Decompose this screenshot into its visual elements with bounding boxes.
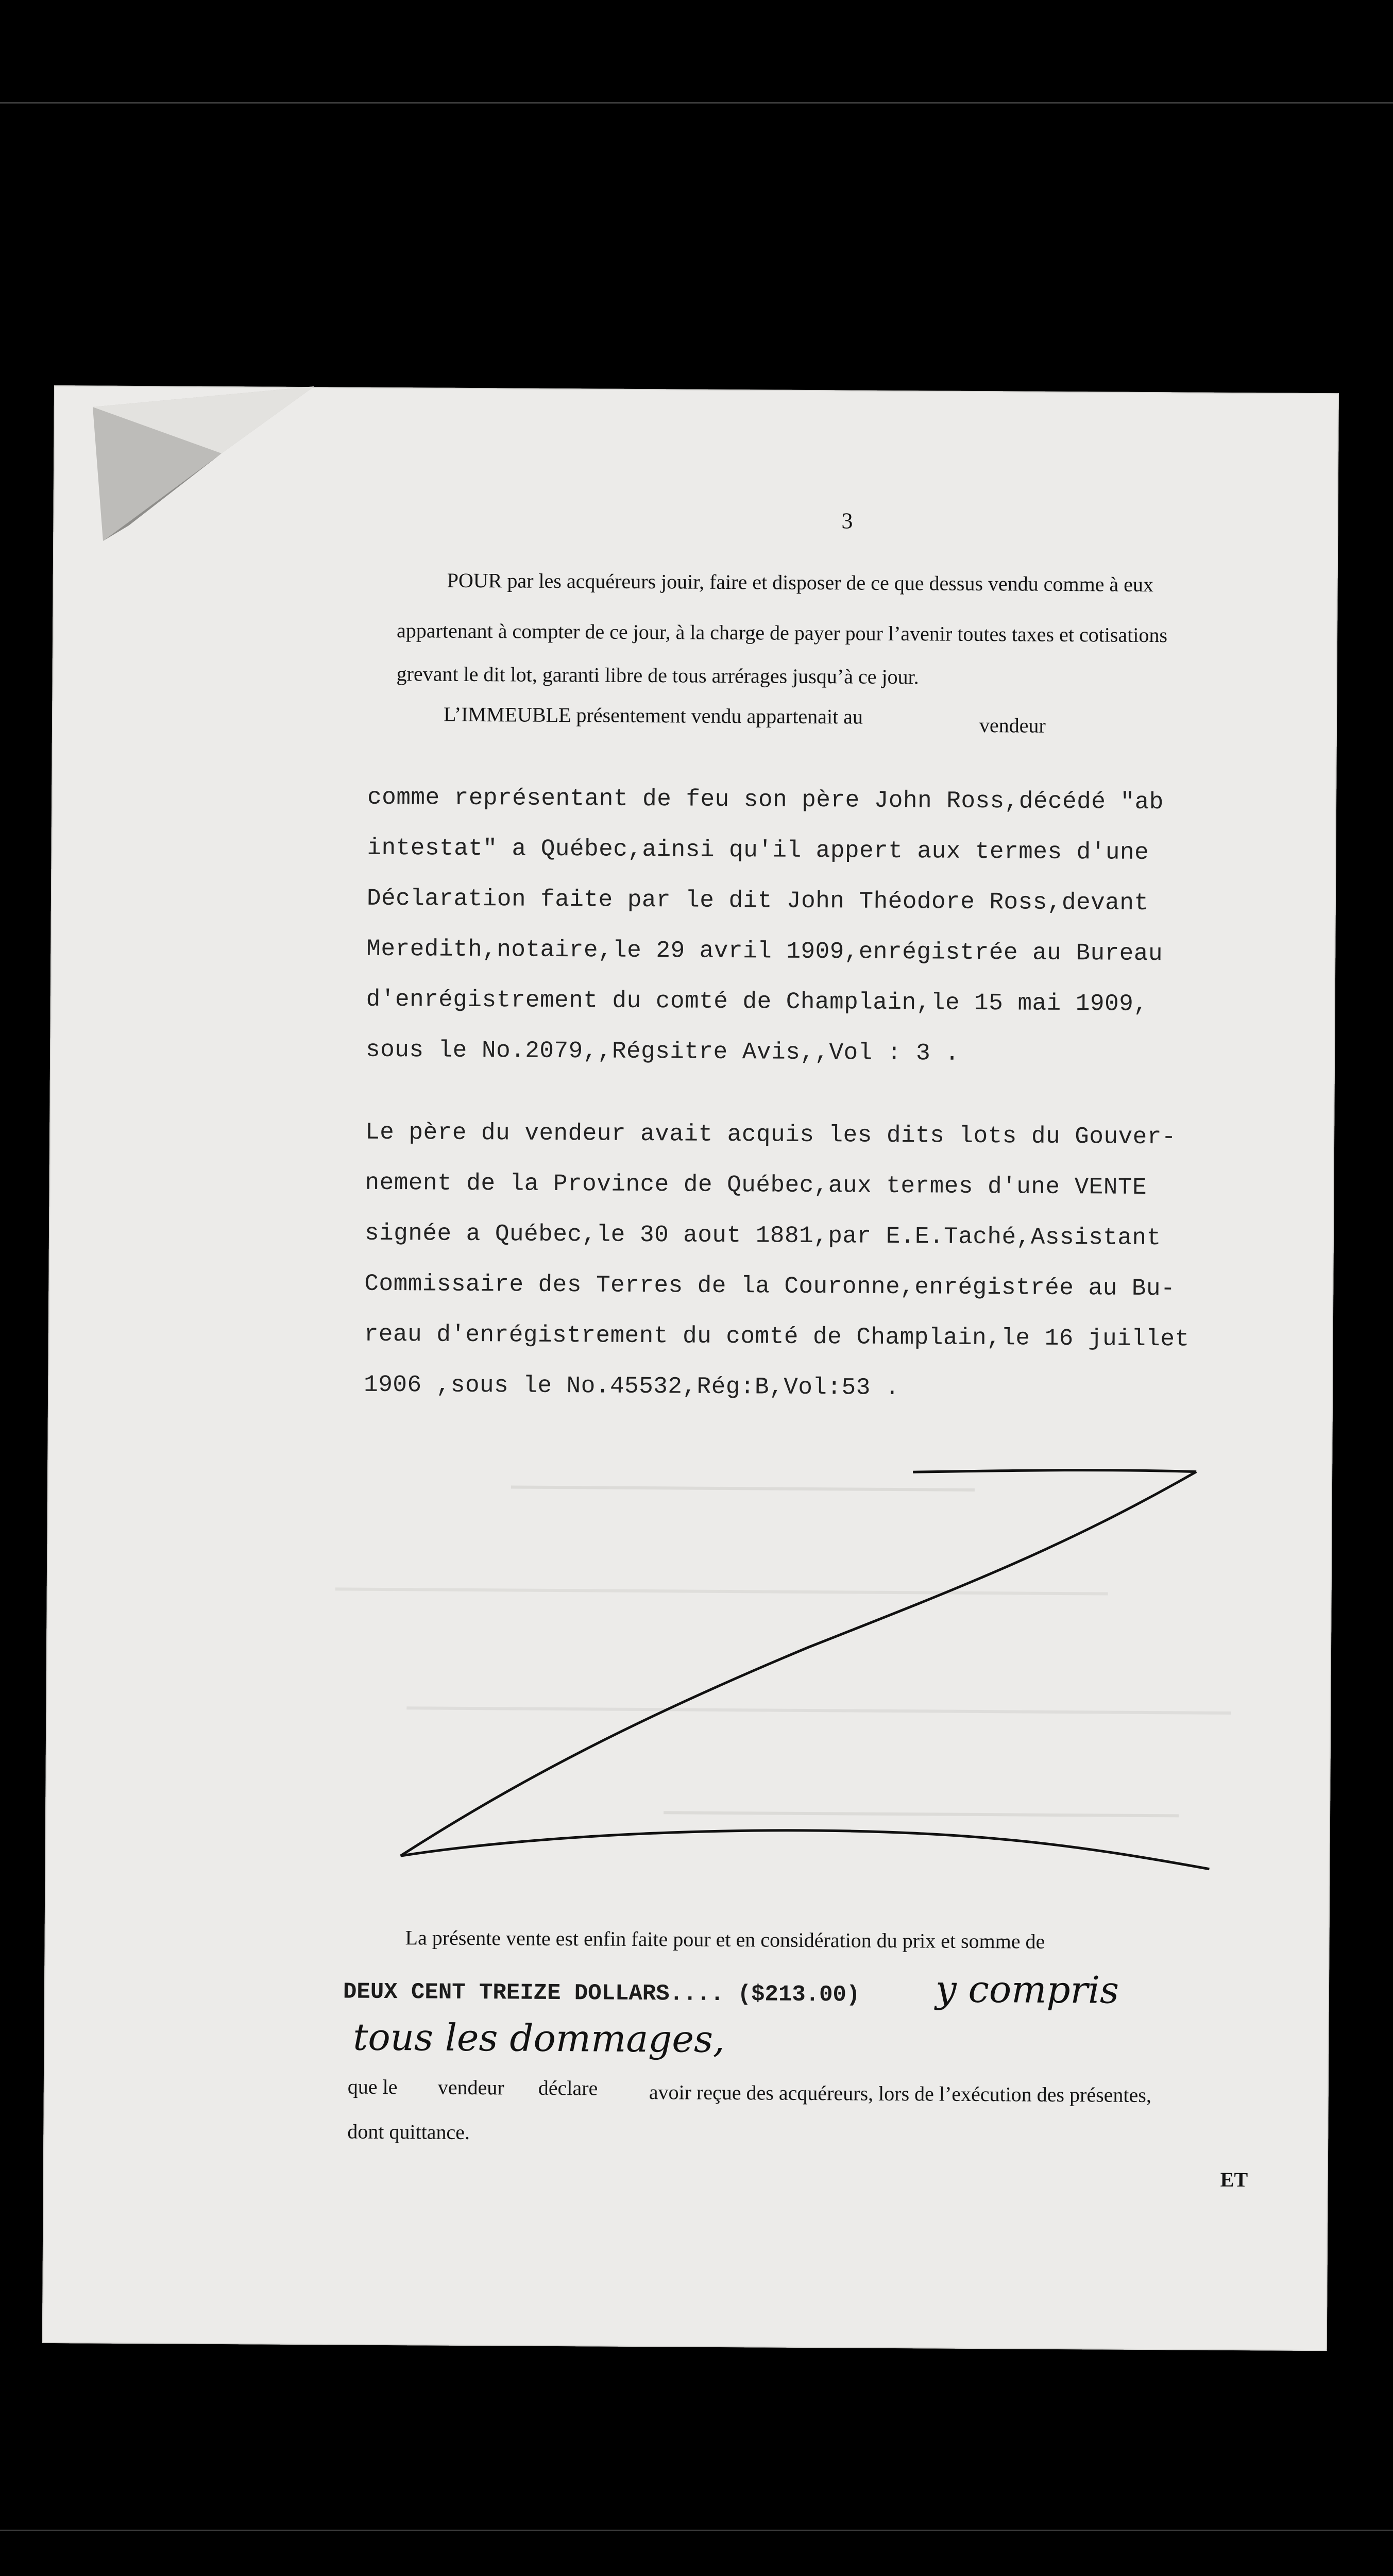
quittance-vendeur: vendeur [437, 2075, 504, 2099]
typed-line-9: signée a Québec,le 30 aout 1881,par E.E.Taché,Assistant [364, 1219, 1161, 1252]
typed-line-5: d'enrégistrement du comté de Champlain,le 15 mai 1909, [366, 986, 1148, 1018]
clause-pour-line-3: grevant le dit lot, garanti libre de tous arrérages jusqu’à ce jour. [396, 662, 919, 689]
typed-line-8: nement de la Province de Québec,aux termes d'une VENTE [365, 1169, 1147, 1201]
typed-line-12: 1906 ,sous le No.45532,Rég:B,Vol:53 . [364, 1371, 900, 1402]
folded-corner [93, 386, 314, 541]
document-page [42, 385, 1339, 2351]
typed-line-3: Déclaration faite par le dit John Théodore Ross,devant [366, 885, 1149, 917]
clause-pour-line-2: appartenant à compter de ce jour, à la charge de payer pour l’avenir toutes taxes et cotisations [396, 619, 1168, 647]
scan-line-bottom [0, 2530, 1393, 2531]
typed-line-1: comme représentant de feu son père John Ross,décédé "ab [367, 784, 1164, 816]
handwritten-annotation-2: tous les dommages, [353, 2015, 725, 2061]
quittance-que: que le [347, 2075, 398, 2099]
scan-line-top [0, 102, 1393, 104]
typed-line-10: Commissaire des Terres de la Couronne,enrégistrée au Bu- [364, 1270, 1176, 1302]
continuation-et: ET [1220, 2167, 1248, 2192]
typed-line-2: intestat" a Québec,ainsi qu'il appert aux termes d'une [367, 834, 1149, 866]
price-amount-typed: DEUX CENT TREIZE DOLLARS.... ($213.00) [343, 1979, 860, 2008]
typed-line-7: Le père du vendeur avait acquis les dits lots du Gouver- [365, 1118, 1177, 1151]
price-clause-line: La présente vente est enfin faite pour et en considération du prix et somme de [405, 1926, 1045, 1953]
clause-immeuble-vendeur: vendeur [979, 713, 1046, 737]
quittance-declare: déclare [538, 2076, 598, 2100]
typed-line-4: Meredith,notaire,le 29 avril 1909,enrégistrée au Bureau [366, 935, 1163, 968]
page-number: 3 [841, 508, 853, 534]
quittance-line-1: avoir reçue des acquéreurs, lors de l’exécution des présentes, [649, 2080, 1152, 2107]
typed-line-11: reau d'enrégistrement du comté de Champlain,le 16 juillet [364, 1320, 1190, 1353]
clause-immeuble-line: L’IMMEUBLE présentement vendu appartenait au [443, 702, 863, 728]
clause-pour-line-1: POUR par les acquéreurs jouir, faire et disposer de ce que dessus vendu comme à eux [447, 568, 1154, 597]
typed-line-6: sous le No.2079,,Régsitre Avis,,Vol : 3 . [365, 1036, 960, 1067]
quittance-line-2: dont quittance. [347, 2120, 470, 2144]
handwritten-annotation-1: y compris [935, 1967, 1119, 2012]
